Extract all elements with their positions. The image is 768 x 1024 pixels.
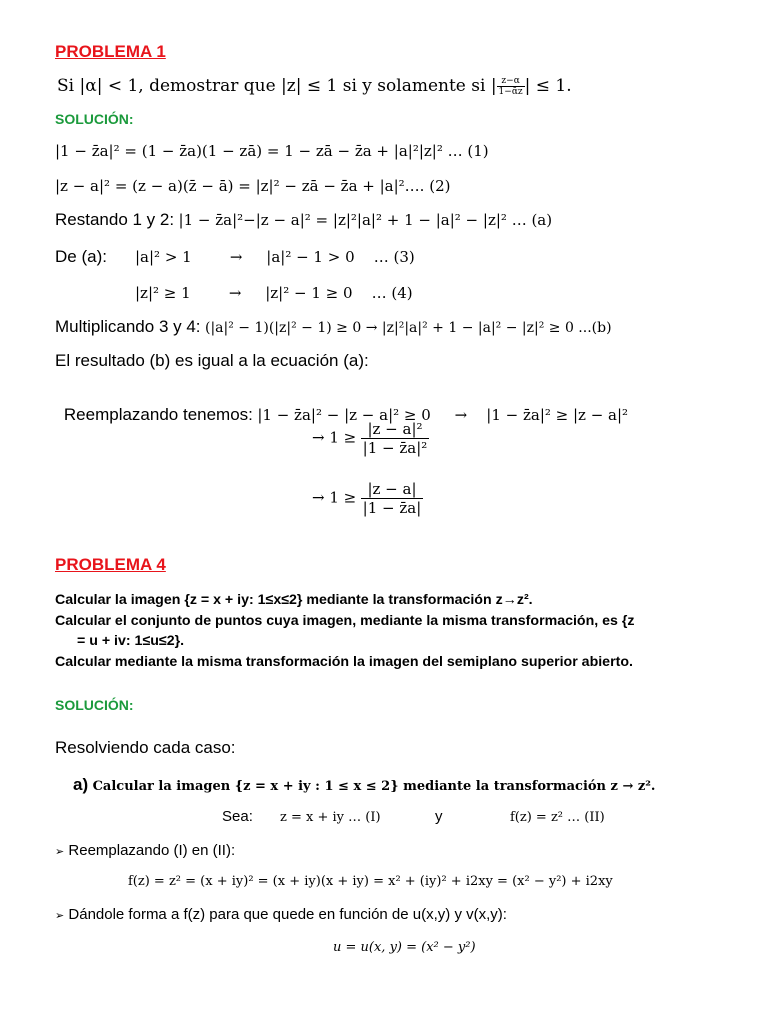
p4-line-1: Calcular la imagen {z = x + iy: 1≤x≤2} mediante la transformación z→z². [55,592,533,608]
sea-eq-1: z = x + iy … (I) [280,810,381,825]
f-equation: f(z) = z² = (x + iy)² = (x + iy)(x + iy) = x² + (iy)² + i2xy = (x² − y²) + i2xy [128,874,613,889]
statement-post: | ≤ 1. [524,76,572,96]
statement-pre: Si |α| < 1, demostrar que |z| ≤ 1 si y solamente si | [57,76,497,96]
fraction-2-prefix: → 1 ≥ [312,488,357,507]
multiplicando-label: Multiplicando 3 y 4: [55,317,201,336]
restando-label: Restando 1 y 2: [55,210,175,229]
fraction-line-1 [312,420,429,457]
case-a-label: a) [73,775,89,794]
equation-1: |1 − z̄a|² = (1 − z̄a)(1 − zā) = 1 − zā − z̄a + |a|²|z|² … (1) [55,142,489,160]
bullet-2-text: Dándole forma a f(z) para que quede en función de u(x,y) y v(x,y): [68,906,507,923]
problema-4-title: PROBLEMA 4 [55,555,166,574]
sea-eq-2: f(z) = z² … (II) [510,810,605,825]
de-a-line-3: |a|² > 1 → |a|² − 1 > 0 … (3) [135,248,415,266]
bullet-reemplazando [55,842,235,859]
bullet-dandole [55,906,507,923]
resultado-text: El resultado (b) es igual a la ecuación (a): [55,351,369,370]
solucion-label-4: SOLUCIÓN: [55,697,134,713]
p4-line-2: Calcular el conjunto de puntos cuya imagen, mediante la misma transformación, es {z [55,613,635,629]
fraction-2: $\frac{|z - a|}{|1 - z̄a|}$ [362,480,422,517]
resolviendo-text: Resolviendo cada caso: [55,738,236,757]
case-a-text: Calcular la imagen {z = x + iy : 1 ≤ x ≤ 2} mediante la transformación z → z². [92,779,656,794]
restando-line [55,210,552,230]
restando-math: |1 − z̄a|²−|z − a|² = |z|²|a|² + 1 − |a|² − |z|² … (a) [178,211,553,229]
fraction-1-prefix: → 1 ≥ [312,428,357,447]
p4-line-4: Calcular mediante la misma transformación la imagen del semiplano superior abierto. [55,654,633,670]
case-a-heading [73,775,655,795]
multiplicando-math: (|a|² − 1)(|z|² − 1) ≥ 0 → |z|²|a|² + 1 − |a|² − |z|² ≥ 0 ...(b) [204,320,612,336]
reemplazando-math: |1 − z̄a|² − |z − a|² ≥ 0 → |1 − z̄a|² ≥ |z − a|² [257,406,629,424]
p4-line-3: = u + iv: 1≤u≤2}. [77,633,185,649]
multiplicando-line [55,317,612,337]
bullet-1-text: Reemplazando (I) en (II): [68,842,236,859]
arrowhead-bullet-icon: ➢ [55,910,65,922]
sea-label: Sea: [222,808,253,825]
fraction-1: $\frac{\text{|z − a|²}}{\text{|1 − z̄a|²}}$ [362,420,428,457]
reemplazando-label: Reemplazando tenemos: [63,405,253,424]
equation-2: |z − a|² = (z − a)(z̄ − ā) = |z|² − zā − z̄a + |a|²…. (2) [55,177,451,195]
sea-y: y [435,808,443,825]
de-a-label: De (a): [55,247,107,266]
de-a-line-4: |z|² ≥ 1 → |z|² − 1 ≥ 0 … (4) [135,284,413,302]
problem-1-statement [57,76,572,97]
fraction-line-2 [312,480,423,517]
statement-fraction: $\frac{z-\alpha}{\text{1−ᾱz}}$ [498,76,523,97]
arrowhead-bullet-icon: ➢ [55,846,65,858]
problema-1-title: PROBLEMA 1 [55,42,166,61]
solucion-label-1: SOLUCIÓN: [55,111,134,127]
u-equation: u = u(x, y) = (x² − y²) [333,940,476,955]
